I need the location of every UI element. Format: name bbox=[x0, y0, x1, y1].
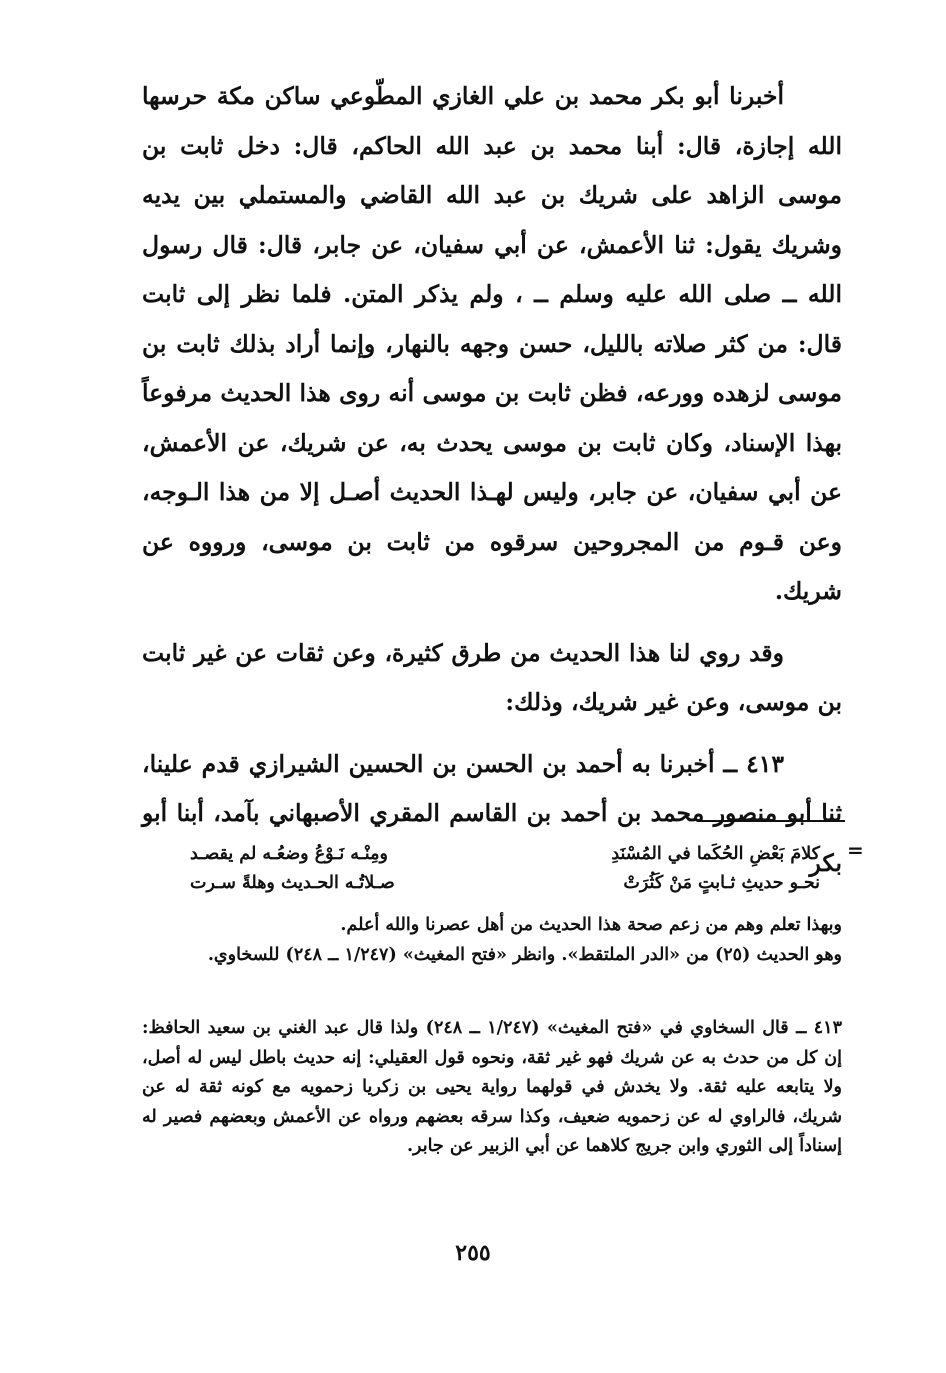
footnote-continuation bbox=[142, 911, 842, 970]
verse-right-hemistich: نحـو حديثِ ثـابتٍ مَنْ كَثُرَتْ bbox=[623, 873, 820, 893]
main-paragraph-1: أخبرنا أبو بكر محمد بن علي الغازي المطّوعي ساكن مكة حرسها الله إجازة، قال: أبنا محمد بن عبد الله الحاكم، قال: دخل ثابت بن موسى الزاهد على شريك بن عبد الله القاضي والمستملي بين يديه وشريك يقول: ثنا الأعمش، عن أبي سفيان، عن جابر، قال: قال رسول الله ــ صلى الله عليه وسلم ــ ، ولم يذكر المتن. فلما نظر إلى ثابت قال: من كثر صلاته بالليل، حسن وجهه بالنهار، وإنما أراد بذلك ثابت بن موسى لزهده وورعه، فظن ثابت بن موسى أنه روى هذا الحديث مرفوعاً بهذا الإسناد، وكان ثابت بن موسى يحدث به، عن شريك، عن الأعمش، عن أبي سفيان، عن جابر، وليس لهـذا الحديث أصـل إلا من هذا الـوجه، وعن قـوم من المجروحين سرقوه من ثابت بن موسى، ورووه عن شريك. bbox=[142, 82, 842, 605]
footnote-verses bbox=[190, 840, 820, 898]
verse-line bbox=[190, 869, 820, 898]
footnote-line: وبهذا تعلم وهم من زعم صحة هذا الحديث من أهل عصرنا والله أعلم. bbox=[340, 915, 842, 935]
verse-left-hemistich: صـلاتُـه الحـديث وهلةً سـرت bbox=[190, 873, 395, 893]
footnote-line: وهو الحديث (٢٥) من «الدر الملتقط». وانظر «فتح المغيث» (١/٢٤٧ ــ ٢٤٨) للسخاوي. bbox=[207, 944, 842, 965]
verse-right-hemistich: كلامَ بَعْضِ الحُكَما في المُسْنَدِ bbox=[611, 844, 820, 864]
footnote-continuation-marker: = bbox=[847, 838, 864, 862]
main-paragraph-3: ٤١٣ ــ أخبرنا به أحمد بن الحسن بن الحسين الشيرازي قدم علينا، ثنا أبو منصور محمد بن أحمد بن القاسم المقري الأصبهاني بآمد، أبنا أبو بكر bbox=[142, 749, 842, 877]
main-text-body bbox=[142, 72, 842, 888]
page-number: ٢٥٥ bbox=[455, 1240, 491, 1266]
verse-left-hemistich: ومِنْـه نَـوْعُ وضعُـه لم يقصـد bbox=[190, 844, 388, 864]
footnote-separator bbox=[697, 820, 845, 822]
main-paragraph-2: وقد روي لنا هذا الحديث من طرق كثيرة، وعن ثقات عن غير ثابت بن موسى، وعن غير شريك، وذلك: bbox=[142, 638, 842, 716]
footnote-413 bbox=[142, 1014, 842, 1162]
footnote-text: ٤١٣ ــ قال السخاوي في «فتح المغيث» (١/٢٤٧ ــ ٢٤٨) ولذا قال عبد الغني بن سعيد الحافظ: إن كل من حدث به عن شريك فهو غير ثقة، ونحوه قول العقيلي: إنه حديث باطل ليس له أصل، ولا يتابعه عليه ثقة. ولا يخدش في قولهما رواية يحيى بن زكريا زحمويه مع كونه ثقة له عن شريك، فالراوي له عن زحمويه ضعيف، وكذا سرقه بعضهم ورواه عن الأعمش وبعضهم فصير له إسناداً إلى الثوري وابن جريج كلاهما عن أبي الزبير عن جابر. bbox=[142, 1018, 842, 1156]
verse-line bbox=[190, 840, 820, 869]
